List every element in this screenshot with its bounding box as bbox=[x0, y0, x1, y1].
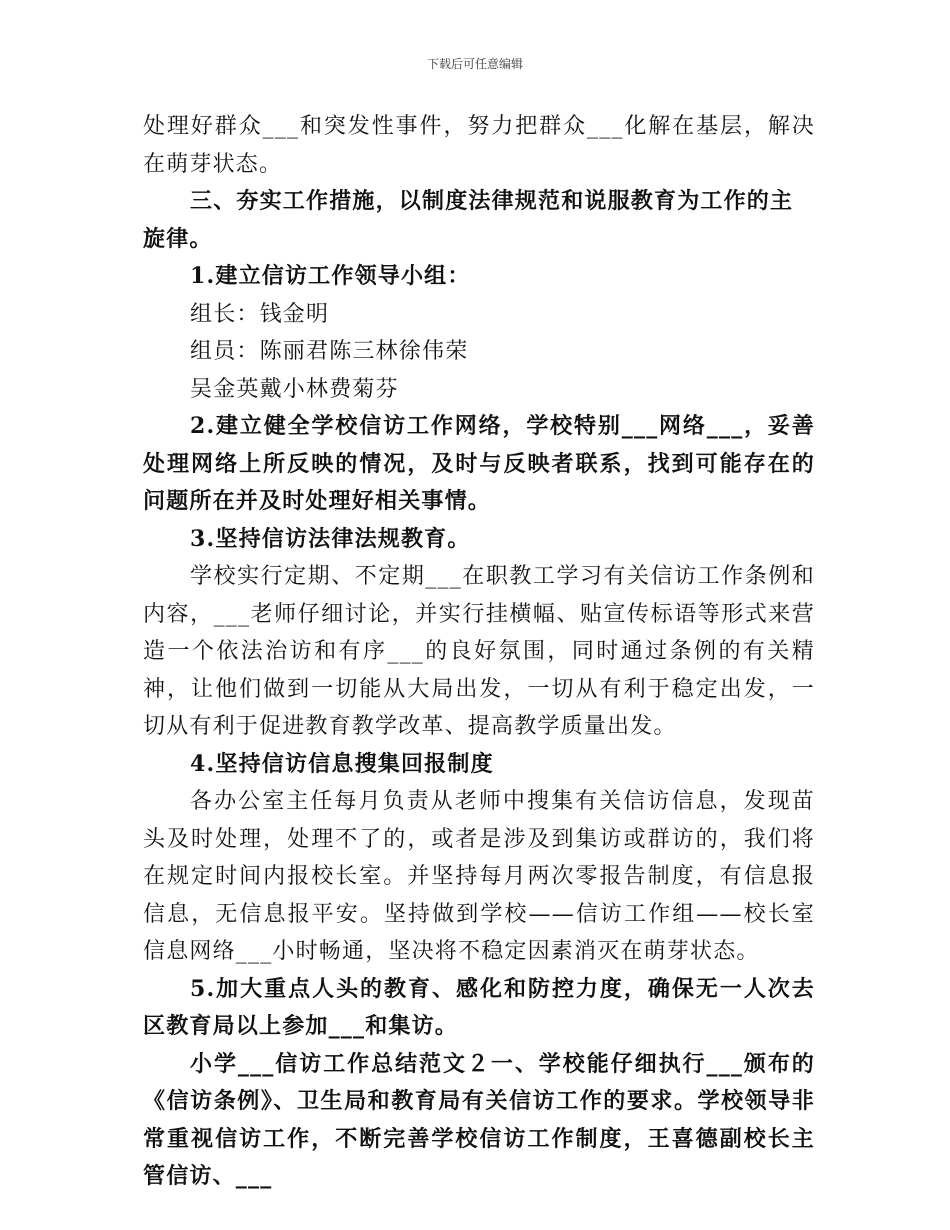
document-body bbox=[143, 108, 815, 1196]
item-2-paragraph: 2.建立健全学校信访工作网络，学校特别___网络___，妥善处理网络上所反映的情况，及时与反映者联系，找到可能存在的问题所在并及时处理好相关事情。 bbox=[143, 413, 815, 514]
paragraph-1: 处理好群众___和突发性事件，努力把群众___化解在基层，解决在萌芽状态。 bbox=[143, 114, 815, 177]
item-3-body: 学校实行定期、不定期___在职教工学习有关信访工作条例和内容，___老师仔细讨论，并实行挂横幅、贴宣传标语等形式来营造一个依法治访和有序___的良好氛围，同时通过条例的有关精神，让他们做到一切能从大局出发，一切从有利于稳定出发，一切从有利于促进教育教学改革、提高教学质量出发。 bbox=[143, 564, 815, 739]
group-leader-line: 组长：钱金明 bbox=[190, 301, 330, 327]
item-4-body: 各办公室主任每月负责从老师中搜集有关信访信息，发现苗头及时处理，处理不了的，或者是涉及到集访或群访的，我们将在规定时间内报校长室。并坚持每月两次零报告制度，有信息报信息，无信息报平安。坚持做到学校——信访工作组——校长室信息网络___小时畅通，坚决将不稳定因素消灭在萌芽状态。 bbox=[143, 789, 815, 964]
page-header: 下载后可任意编辑 bbox=[426, 57, 523, 71]
item-heading-3: 3.坚持信访法律法规教育。 bbox=[190, 525, 471, 552]
section-heading-3: 三、夯实工作措施，以制度法律规范和说服教育为工作的主旋律。 bbox=[143, 188, 794, 252]
sample-2-paragraph: 小学___信访工作总结范文２一、学校能仔细执行___颁布的《信访条例》、卫生局和教育局有关信访工作的要求。学校领导非常重视信访工作，不断完善学校信访工作制度，王喜德副校长主管信访、___ bbox=[143, 1050, 815, 1189]
item-heading-1: 1.建立信访工作领导小组： bbox=[190, 263, 471, 289]
group-members-line-2: 吴金英戴小林费菊芬 bbox=[190, 376, 399, 402]
group-members-line: 组员：陈丽君陈三林徐伟荣 bbox=[190, 339, 469, 364]
item-5-paragraph: 5.加大重点人头的教育、感化和防控力度，确保无一人次去区教育局以上参加___和集访。 bbox=[143, 975, 815, 1039]
item-heading-4: 4.坚持信访信息搜集回报制度 bbox=[190, 750, 494, 777]
